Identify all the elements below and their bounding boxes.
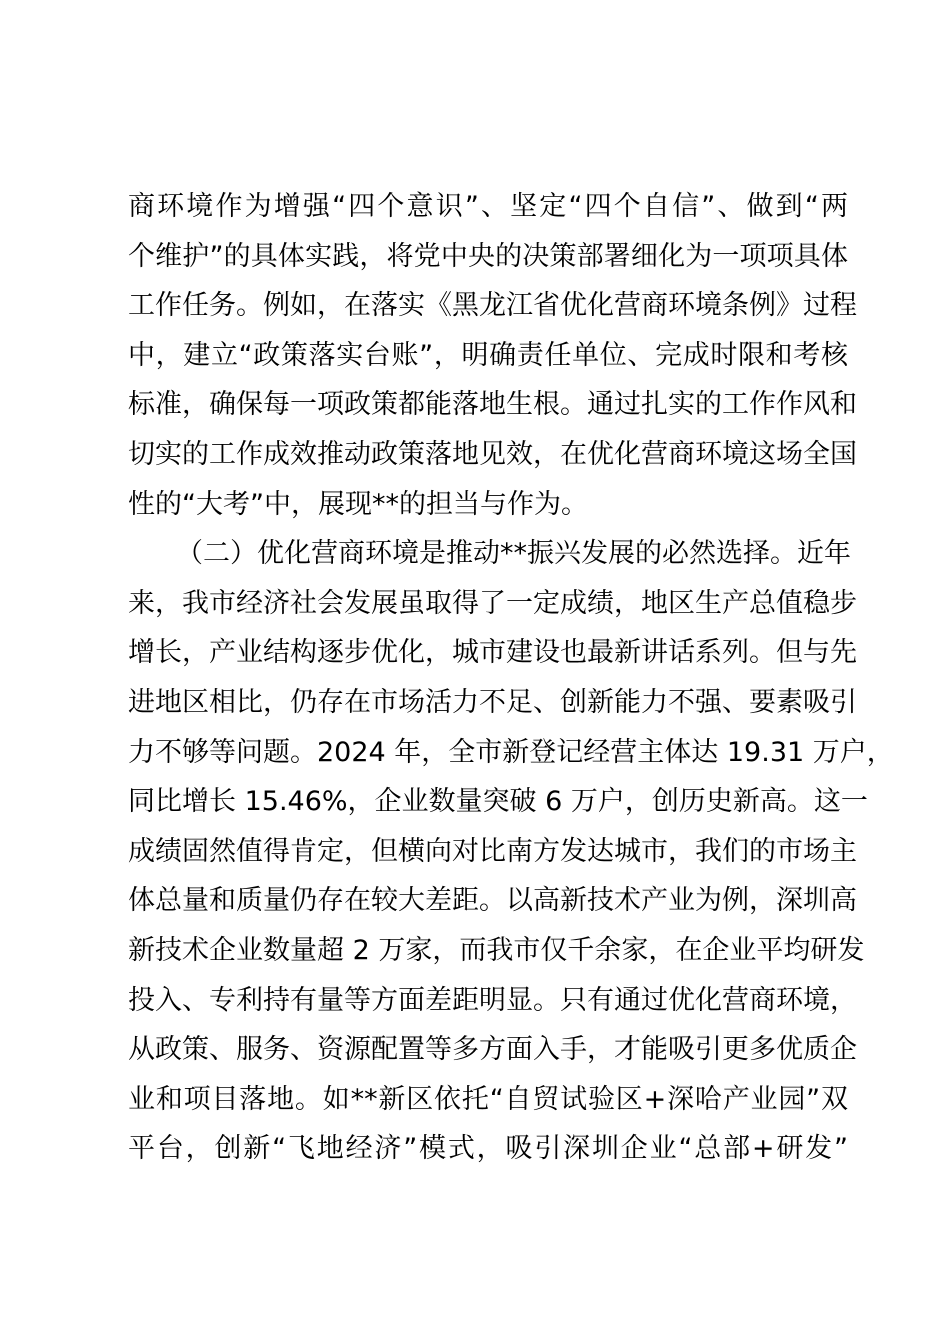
text-line: 中，建立“政策落实台账”，明确责任单位、完成时限和考核 bbox=[128, 339, 848, 371]
text-line: 新技术企业数量超 2 万家，而我市仅千余家，在企业平均研发 bbox=[128, 934, 865, 966]
body-text bbox=[128, 182, 894, 1174]
text-line: 来，我市经济社会发展虽取得了一定成绩，地区生产总值稳步 bbox=[128, 587, 857, 619]
text-line: 标准，确保每一项政策都能落地生根。通过扎实的工作作风和 bbox=[128, 389, 857, 421]
text-line: 进地区相比，仍存在市场活力不足、创新能力不强、要素吸引 bbox=[128, 686, 857, 718]
text-line: 体总量和质量仍存在较大差距。以高新技术产业为例，深圳高 bbox=[128, 885, 857, 917]
text-line: 业和项目落地。如**新区依托“自贸试验区+深哈产业园”双 bbox=[128, 1083, 848, 1115]
text-line: 成绩固然值得肯定，但横向对比南方发达城市，我们的市场主 bbox=[128, 835, 857, 867]
text-line: 商环境作为增强“四个意识”、坚定“四个自信”、做到“两 bbox=[128, 191, 848, 222]
text-line: 从政策、服务、资源配置等多方面入手，才能吸引更多优质企 bbox=[128, 1034, 857, 1066]
text-line: 同比增长 15.46%，企业数量突破 6 万户，创历史新高。这一 bbox=[128, 786, 868, 818]
section-heading-line: （二）优化营商环境是推动**振兴发展的必然选择。近年 bbox=[176, 538, 851, 570]
text-line: 力不够等问题。2024 年，全市新登记经营主体达 19.31 万户， bbox=[128, 736, 894, 768]
text-line: 投入、专利持有量等方面差距明显。只有通过优化营商环境， bbox=[128, 984, 857, 1016]
text-line: 工作任务。例如，在落实《黑龙江省优化营商环境条例》过程 bbox=[128, 290, 857, 322]
text-line: 平台，创新“飞地经济”模式，吸引深圳企业“总部+研发” bbox=[128, 1133, 848, 1165]
text-line: 性的“大考”中，展现**的担当与作为。 bbox=[128, 488, 588, 520]
text-line: 个维护”的具体实践，将党中央的决策部署细化为一项项具体 bbox=[128, 240, 848, 272]
text-line: 切实的工作成效推动政策落地见效，在优化营商环境这场全国 bbox=[128, 438, 857, 470]
text-line: 增长，产业结构逐步优化，城市建设也最新讲话系列。但与先 bbox=[128, 637, 857, 669]
